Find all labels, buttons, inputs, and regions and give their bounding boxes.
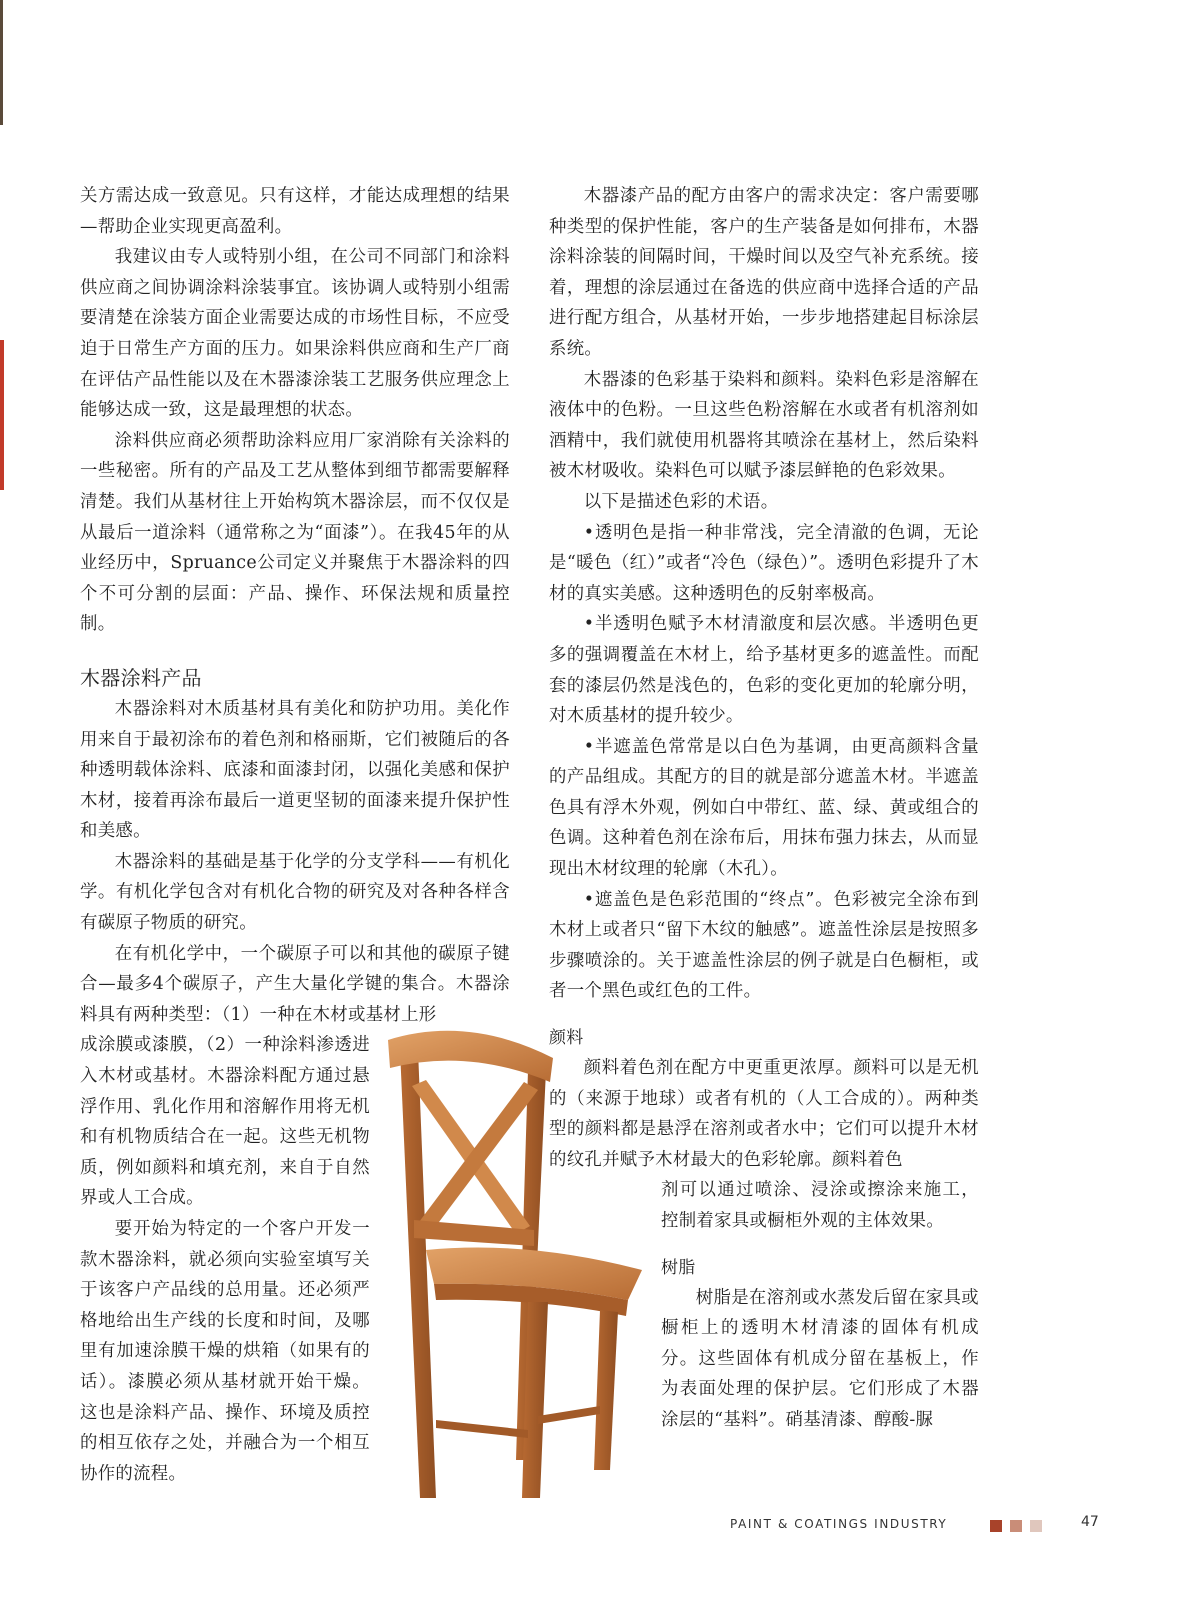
footer-square-dark: [990, 1520, 1002, 1532]
footer-square-mid: [1010, 1520, 1022, 1532]
wrapped-text-block: [661, 1175, 979, 1435]
bullet-item: •遮盖色是色彩范围的“终点”。色彩被完全涂布到木材上或者只“留下木纹的触感”。遮盖性涂层是按照多步骤喷涂的。关于遮盖性涂层的例子就是白色橱柜，或者一个黑色或红色的工件。: [549, 889, 979, 1002]
bullet-item: •半遮盖色常常是以白色为基调，由更高颜料含量的产品组成。其配方的目的就是部分遮盖木材。半遮盖色具有浮木外观，例如白中带红、蓝、绿、黄或组合的色调。这种着色剂在涂布后，用抹布强力抹去，从而显现出木材纹理的轮廓（木孔）。: [549, 736, 979, 880]
magazine-name: PAINT & COATINGS INDUSTRY: [730, 1517, 948, 1531]
subheading-resin: 树脂: [661, 1257, 696, 1278]
bullet-item: •透明色是指一种非常浅，完全清澈的色调，无论是“暖色（红）”或者“冷色（绿色）”。透明色彩提升了木材的真实美感。这种透明色的反射率极高。: [549, 522, 979, 604]
paragraph: 在有机化学中，一个碳原子可以和其他的碳原子键合—最多4个碳原子，产生大量化学键的集合。木器涂料具有两种类型：（1）一种在木材或基材上形: [80, 943, 510, 1025]
paragraph: 木器漆产品的配方由客户的需求决定：客户需要哪种类型的保护性能，客户的生产装备是如何排布，木器涂料涂装的间隔时间，干燥时间以及空气补充系统。接着，理想的涂层通过在备选的供应商中选择合适的产品进行配方组合，从基材开始，一步步地搭建起目标涂层系统。: [549, 186, 979, 359]
paragraph: 树脂是在溶剂或水蒸发后留在家具或橱柜上的透明木材清漆的固体有机成分。这些固体有机成分留在基板上，作为表面处理的保护层。它们形成了木器涂层的“基料”。硝基清漆、醇酸-脲: [661, 1287, 979, 1430]
page-edge-strip: [0, 0, 3, 125]
paragraph: 成涂膜或漆膜，（2）一种涂料渗透进入木材或基材。木器涂料配方通过悬浮作用、乳化作用和溶解作用将无机和有机物质结合在一起。这些无机物质，例如颜料和填充剂，来自于自然界或人工合成。: [80, 1035, 370, 1209]
paragraph: 颜料着色剂在配方中更重更浓厚。颜料可以是无机的（来源于地球）或者有机的（人工合成的）。两种类型的颜料都是悬浮在溶剂或者水中；它们可以提升木材的纹孔并赋予木材最大的色彩轮廓。颜料着色: [549, 1058, 979, 1170]
wrapped-text-block: [80, 1030, 370, 1489]
paragraph: 木器涂料对木质基材具有美化和防护功用。美化作用来自于最初涂布的着色剂和格丽斯，它们被随后的各种透明载体涂料、底漆和面漆封闭，以强化美感和保护木材，接着再涂布最后一道更坚韧的面漆来提升保护性和美感。: [80, 698, 510, 842]
paragraph: 剂可以通过喷涂、浸涂或擦涂来施工，控制着家具或橱柜外观的主体效果。: [661, 1180, 979, 1231]
footer-square-light: [1030, 1520, 1042, 1532]
paragraph: 木器涂料的基础是基于化学的分支学科——有机化学。有机化学包含对有机化合物的研究及对各种各样含有碳原子物质的研究。: [80, 851, 510, 934]
section-heading: 木器涂料产品: [80, 665, 202, 690]
paragraph: 关方需达成一致意见。只有这样，才能达成理想的结果—帮助企业实现更高盈利。: [80, 186, 510, 237]
page-edge-accent: [0, 340, 4, 490]
subheading-pigment: 颜料: [549, 1028, 584, 1049]
paragraph: 木器漆的色彩基于染料和颜料。染料色彩是溶解在液体中的色粉。一旦这些色粉溶解在水或者有机溶剂如酒精中，我们就使用机器将其喷涂在基材上，然后染料被木材吸收。染料色可以赋予漆层鲜艳的色彩效果。: [549, 369, 979, 482]
page-number: 47: [1081, 1514, 1099, 1530]
bullet-item: •半透明色赋予木材清澈度和层次感。半透明色更多的强调覆盖在木材上，给予基材更多的遮盖性。而配套的漆层仍然是浅色的，色彩的变化更加的轮廓分明，对木质基材的提升较少。: [549, 614, 979, 727]
paragraph: 我建议由专人或特别小组，在公司不同部门和涂料供应商之间协调涂料涂装事宜。该协调人或特别小组需要清楚在涂装方面企业需要达成的市场性目标，不应受迫于日常生产方面的压力。如果涂料供应商和生产厂商在评估产品性能以及在木器漆涂装工艺服务供应理念上能够达成一致，这是最理想的状态。: [80, 247, 510, 421]
paragraph: 以下是描述色彩的术语。: [583, 491, 779, 512]
paragraph: 要开始为特定的一个客户开发一款木器涂料，就必须向实验室填写关于该客户产品线的总用量。还必须严格地给出生产线的长度和时间，及哪里有加速涂膜干燥的烘箱（如果有的话）。漆膜必须从基材就开始干燥。这也是涂料产品、操作、环境及质控的相互依存之处，并融合为一个相互协作的流程。: [80, 1219, 370, 1484]
paragraph: 涂料供应商必须帮助涂料应用厂家消除有关涂料的一些秘密。所有的产品及工艺从整体到细节都需要解释清楚。我们从基材往上开始构筑木器涂层，而不仅仅是从最后一道涂料（通常称之为“面漆”）。在我45年的从业经历中，Spruance公司定义并聚焦于木器涂料的四个不可分割的层面：产品、操作、环保法规和质量控制。: [80, 430, 510, 635]
wooden-chair-image: [378, 1020, 648, 1500]
